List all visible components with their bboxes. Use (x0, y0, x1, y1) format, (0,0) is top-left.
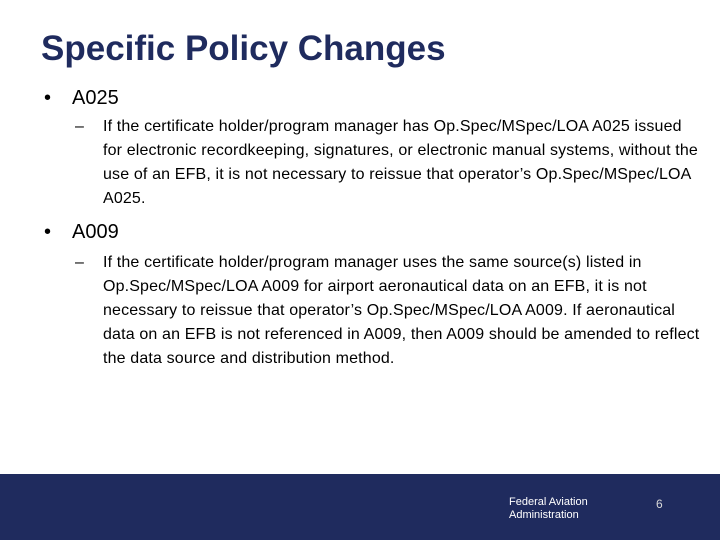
bullet-label: A025 (72, 87, 119, 109)
page-number: 6 (656, 497, 663, 511)
sub-bullet-a025 (75, 115, 704, 211)
dash-icon: – (75, 118, 85, 135)
bullet-dot-icon: • (44, 221, 52, 243)
footer-organization: Federal Aviation Administration (509, 496, 588, 521)
bullet-label: A009 (72, 221, 119, 243)
bullet-dot-icon: • (44, 87, 52, 109)
dash-icon: – (75, 254, 85, 271)
bullet-a025 (44, 84, 704, 112)
bullet-a009 (44, 218, 704, 246)
footer-bar (0, 474, 720, 540)
sub-bullet-a009 (75, 251, 704, 371)
sub-bullet-text: If the certificate holder/program manager has Op.Spec/MSpec/LOA A025 issued for electronic recordkeeping, signatures, or electronic manual systems, without the use of an EFB, it is not necessary to reissue that operator’s Op.Spec/MSpec/LOA A025. (103, 118, 698, 207)
slide-title: Specific Policy Changes (41, 29, 446, 68)
slide-content (44, 84, 704, 371)
sub-bullet-text: If the certificate holder/program manager uses the same source(s) listed in Op.Spec/MSpec/LOA A009 for airport aeronautical data on an EFB, it is not necessary to reissue that operator’s Op.Spec/MSpec/LOA A009. If aeronautical data on an EFB is not referenced in A009, then A009 should be amended to reflect the data source and distribution method. (103, 254, 700, 367)
